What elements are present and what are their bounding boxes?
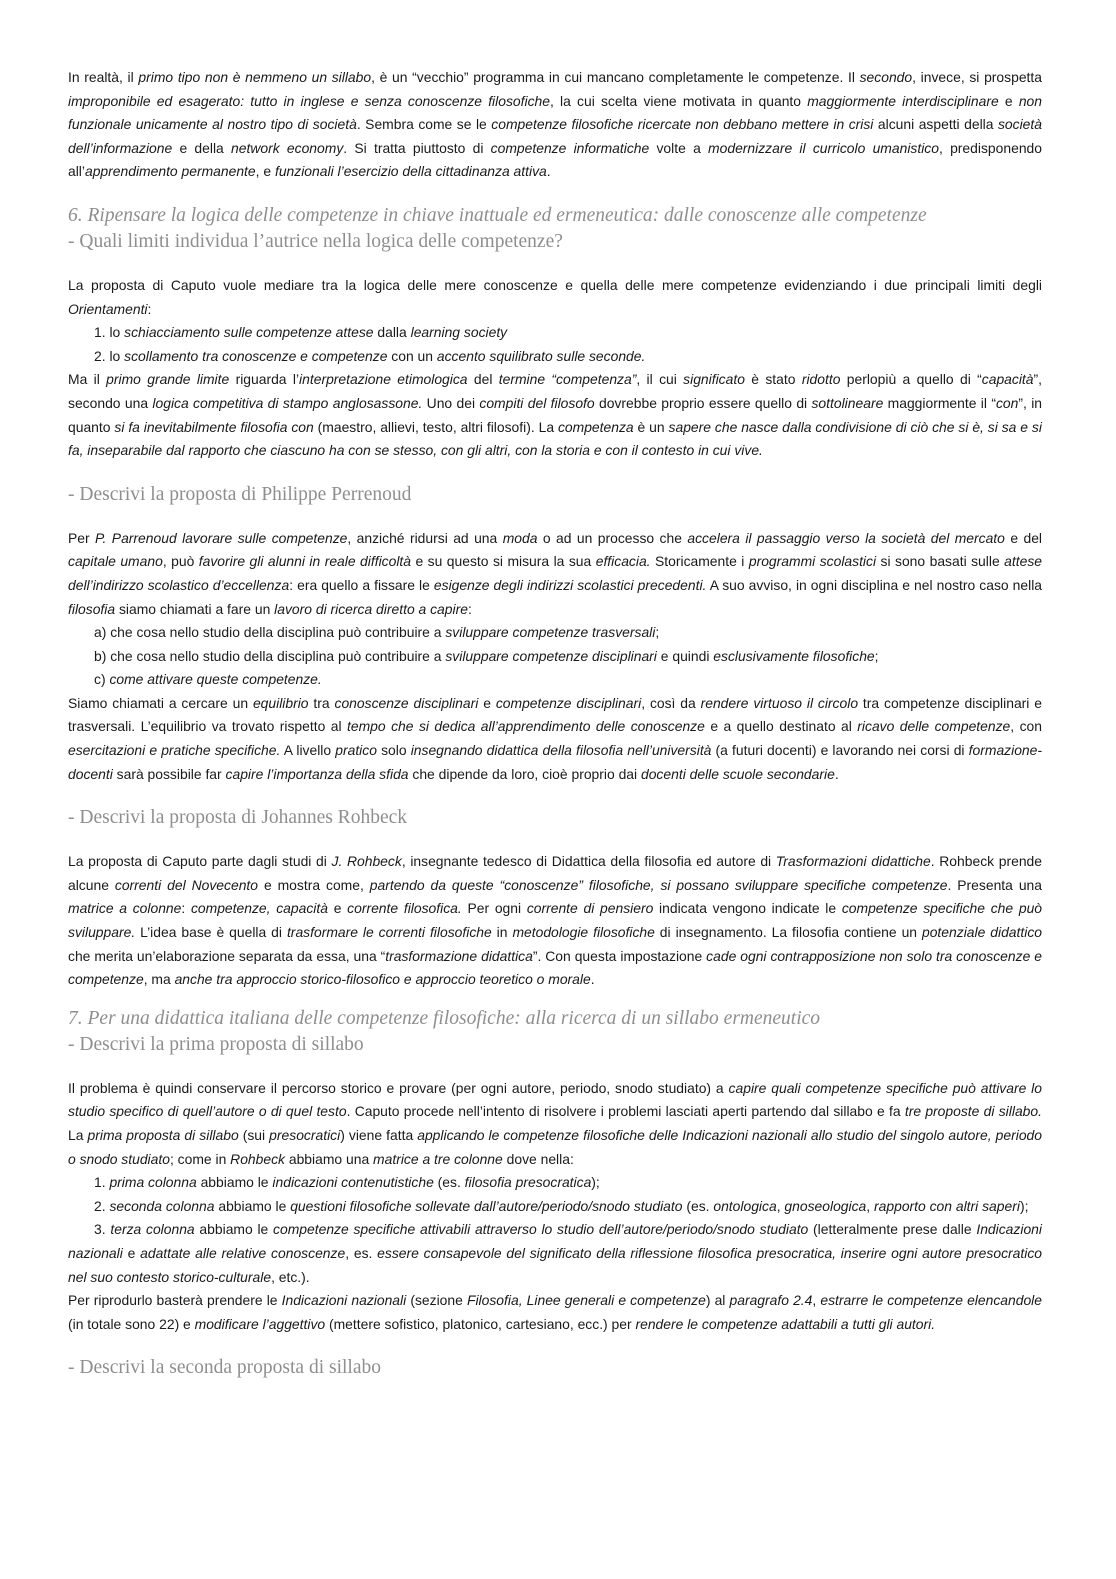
paragraph: La proposta di Caputo parte dagli studi di J. Rohbeck, insegnante tedesco di Didattica della filosofia ed autore di Trasformazioni didattiche. Rohbeck prende alcune correnti del Novecento e mostra come, partendo da queste “conoscenze” filosofiche, si possano sviluppare specifiche competenze. Presenta una matrice a colonne: competenze, capacità e corrente filosofica. Per ogni corrente di pensiero indicata vengono indicate le competenze specifiche che può sviluppare. L’idea base è quella di trasformare le correnti filosofiche in metodologie filosofiche di insegnamento. La filosofia contiene un potenziale didattico che merita un’elaborazione separata da essa, una “trasformazione didattica”. Con questa impostazione cade ogni contrapposizione non solo tra conoscenze e competenze, ma anche tra approccio storico-filosofico e approccio teoretico o morale. bbox=[68, 853, 1043, 988]
emphasis-text: programmi scolastici bbox=[748, 553, 877, 570]
emphasis-text: formazione-docenti bbox=[68, 742, 1042, 782]
emphasis-text: capitale umano bbox=[68, 553, 163, 570]
emphasis-text: termine “competenza” bbox=[498, 371, 637, 388]
emphasis-text: seconda colonna bbox=[109, 1197, 215, 1214]
emphasis-text: terza colonna bbox=[110, 1221, 195, 1238]
paragraph: Ma il primo grande limite riguarda l’interpretazione etimologica del termine “competenza”, il cui significato è stato ridotto perlopiù a quello di “capacità”, secondo una logica competitiva di stampo anglosassone. Uno dei compiti del filosofo dovrebbe proprio essere quello di sottolineare maggiormente il “con”, in quanto si fa inevitabilmente filosofia con (maestro, allievi, testo, altri filosofi). La competenza è un sapere che nasce dalla condivisione di ciò che si è, si sa e si fa, inseparabile dal rapporto che ciascuno ha con se stesso, con gli altri, con la storia e con il contesto in cui vive. bbox=[68, 371, 1043, 459]
emphasis-text: partendo da queste “conoscenze” filosofiche, si possano sviluppare specifiche competenze bbox=[369, 876, 948, 893]
emphasis-text: accento squilibrato sulle seconde. bbox=[436, 347, 646, 364]
emphasis-text: Orientamenti bbox=[68, 300, 148, 317]
emphasis-text: competenze informatiche bbox=[490, 139, 650, 156]
emphasis-text: scollamento tra conoscenze e competenze bbox=[124, 347, 388, 364]
emphasis-text: rendere le competenze adattabili a tutti gli autori. bbox=[635, 1315, 936, 1332]
emphasis-text: competenza bbox=[557, 418, 634, 435]
emphasis-text: potenziale didattico bbox=[921, 924, 1043, 941]
emphasis-text: adattate alle relative conoscenze bbox=[140, 1244, 346, 1261]
emphasis-text: filosofia presocratica bbox=[464, 1174, 592, 1191]
emphasis-text: capacità bbox=[981, 371, 1034, 388]
emphasis-text: matrice a tre colonne bbox=[373, 1150, 503, 1167]
paragraph: Per P. Parrenoud lavorare sulle competenze, anziché ridursi ad una moda o ad un processo che accelera il passaggio verso la società del mercato e del capitale umano, può favorire gli alunni in reale difficoltà e su questo si misura la sua efficacia. Storicamente i programmi scolastici si sono basati sulle attese dell’indirizzo scolastico d’eccellenza: era quello a fissare le esigenze degli indirizzi scolastici precedenti. A suo avviso, in ogni disciplina e nel nostro caso nella filosofia siamo chiamati a fare un lavoro di ricerca diretto a capire: bbox=[68, 529, 1043, 617]
emphasis-text: esclusivamente filosofiche bbox=[713, 647, 875, 664]
emphasis-text: tre proposte di sillabo. bbox=[904, 1103, 1042, 1120]
list-item: 2. seconda colonna abbiamo le questioni filosofiche sollevate dall’autore/periodo/snodo studiato (es. ontologica, gnoseologica, rapporto con altri saperi); bbox=[94, 1197, 1029, 1214]
paragraph: Il problema è quindi conservare il percorso storico e provare (per ogni autore, periodo, snodo studiato) a capire quali competenze specifiche può attivare lo studio specifico di quell’autore o di quel testo. Caputo procede nell’intento di risolvere i problemi lasciati aperti partendo dal sillabo e fa tre proposte di sillabo. La prima proposta di sillabo (sui presocratici) viene fatta applicando le competenze filosofiche delle Indicazioni nazionali allo studio del singolo autore, periodo o snodo studiato; come in Rohbeck abbiamo una matrice a tre colonne dove nella: bbox=[68, 1079, 1042, 1167]
emphasis-text: rendere virtuoso il circolo bbox=[700, 694, 859, 711]
emphasis-text: learning society bbox=[410, 324, 508, 341]
emphasis-text: competenze filosofiche ricercate non debbano mettere in crisi bbox=[491, 116, 874, 133]
emphasis-text: compiti del filosofo bbox=[479, 394, 595, 411]
paragraph: In realtà, il primo tipo non è nemmeno un sillabo, è un “vecchio” programma in cui mancano completamente le competenze. Il secondo, invece, si prospetta improponibile ed esagerato: tutto in inglese e senza conoscenze filosofiche, la cui scelta viene motivata in quanto maggiormente interdisciplinare e non funzionale unicamente al nostro tipo di società. Sembra come se le competenze filosofiche ricercate non debbano mettere in crisi alcuni aspetti della società dell’informazione e della network economy. Si tratta piuttosto di competenze informatiche volte a modernizzare il curricolo umanistico, predisponendo all’apprendimento permanente, e funzionali l’esercizio della cittadinanza attiva. bbox=[68, 69, 1042, 180]
emphasis-text: trasformare le correnti filosofiche bbox=[286, 924, 492, 941]
document-page bbox=[68, 66, 1042, 1381]
list-item: 1. prima colonna abbiamo le indicazioni contenutistiche (es. filosofia presocratica); bbox=[94, 1174, 600, 1191]
emphasis-text: Filosofia, Linee generali e competenze bbox=[466, 1292, 706, 1309]
emphasis-text: moda bbox=[502, 529, 538, 546]
emphasis-text: estrarre le competenze elencandole bbox=[820, 1292, 1042, 1309]
emphasis-text: cade ogni contrapposizione non solo tra conoscenze e competenze bbox=[68, 947, 1042, 988]
paragraph: La proposta di Caputo vuole mediare tra la logica delle mere conoscenze e quella delle mere competenze evidenziando i due principali limiti degli Orientamenti: bbox=[68, 276, 1042, 317]
section-heading-6: 6. Ripensare la logica delle competenze in chiave inattuale ed ermeneutica: dalle conoscenze alle competenze bbox=[68, 204, 927, 226]
emphasis-text: J. Rohbeck bbox=[331, 853, 402, 870]
emphasis-text: logica competitiva di stampo anglosassone. bbox=[152, 394, 423, 411]
emphasis-text: ontologica bbox=[713, 1197, 777, 1214]
list-item: 1. lo schiacciamento sulle competenze attese dalla learning society bbox=[94, 324, 508, 341]
emphasis-text: equilibrio bbox=[252, 694, 309, 711]
emphasis-text: con bbox=[995, 394, 1019, 411]
emphasis-text: secondo bbox=[859, 69, 913, 85]
emphasis-text: si fa inevitabilmente filosofia con bbox=[114, 418, 314, 435]
emphasis-text: competenze specifiche attivabili attraverso lo studio dell’autore/periodo/snodo studiato bbox=[273, 1221, 809, 1238]
emphasis-text: competenze specifiche che può sviluppare. bbox=[68, 900, 1043, 941]
emphasis-text: schiacciamento sulle competenze attese bbox=[124, 324, 374, 341]
question-heading: - Descrivi la proposta di Johannes Rohbeck bbox=[68, 807, 408, 829]
emphasis-text: trasformazione didattica bbox=[385, 947, 533, 964]
list-item: a) che cosa nello studio della disciplina può contribuire a sviluppare competenze trasversali; bbox=[94, 624, 660, 641]
emphasis-text: lavoro di ricerca diretto a capire bbox=[274, 600, 468, 617]
emphasis-text: questioni filosofiche sollevate dall’autore/periodo/snodo studiato bbox=[290, 1197, 683, 1214]
emphasis-text: tempo che si dedica all’apprendimento delle conoscenze bbox=[347, 718, 705, 735]
list-item: b) che cosa nello studio della disciplina può contribuire a sviluppare competenze disciplinari e quindi esclusivamente filosofiche; bbox=[94, 647, 879, 664]
list-item: 3. terza colonna abbiamo le competenze specifiche attivabili attraverso lo studio dell’autore/periodo/snodo studiato (letteralmente prese dalle Indicazioni nazionali e adattate alle relative conoscenze, es. essere consapevole del significato della riflessione filosofica presocratica, inserire ogni autore presocratico nel suo contesto storico-culturale, etc.). bbox=[68, 1221, 1042, 1285]
emphasis-text: correnti del Novecento bbox=[114, 876, 259, 893]
emphasis-text: significato bbox=[683, 371, 745, 388]
emphasis-text: indicazioni contenutistiche bbox=[272, 1174, 434, 1191]
emphasis-text: Indicazioni nazionali bbox=[281, 1292, 407, 1309]
question-heading: - Descrivi la prima proposta di sillabo bbox=[68, 1033, 364, 1055]
emphasis-text: come attivare queste competenze. bbox=[109, 671, 322, 688]
emphasis-text: anche tra approccio storico-filosofico e approccio teoretico o morale bbox=[174, 971, 591, 988]
emphasis-text: sviluppare competenze trasversali bbox=[445, 624, 656, 641]
emphasis-text: esercitazioni e pratiche specifiche. bbox=[68, 742, 281, 759]
emphasis-text: sottolineare bbox=[811, 394, 884, 411]
emphasis-text: matrice a colonne bbox=[68, 900, 182, 917]
emphasis-text: network economy bbox=[231, 139, 344, 156]
emphasis-text: Rohbeck bbox=[230, 1150, 285, 1167]
emphasis-text: non funzionale unicamente al nostro tipo di società bbox=[68, 92, 1042, 133]
emphasis-text: conoscenze disciplinari bbox=[334, 694, 479, 711]
question-heading: - Descrivi la seconda proposta di sillabo bbox=[68, 1357, 381, 1379]
emphasis-text: ricavo delle competenze bbox=[857, 718, 1011, 735]
emphasis-text: gnoseologica bbox=[784, 1197, 867, 1214]
emphasis-text: prima colonna bbox=[109, 1174, 197, 1191]
list-item: 2. lo scollamento tra conoscenze e competenze con un accento squilibrato sulle seconde. bbox=[94, 347, 646, 364]
emphasis-text: P. Parrenoud lavorare sulle competenze bbox=[95, 529, 348, 546]
question-heading: - Descrivi la proposta di Philippe Perrenoud bbox=[68, 483, 412, 505]
emphasis-text: apprendimento permanente bbox=[84, 163, 256, 180]
emphasis-text: corrente filosofica. bbox=[347, 900, 462, 917]
emphasis-text: paragrafo 2.4 bbox=[729, 1292, 813, 1309]
emphasis-text: attese dell’indirizzo scolastico d’eccellenza bbox=[68, 553, 1042, 593]
emphasis-text: maggiormente interdisciplinare bbox=[807, 92, 999, 109]
emphasis-text: accelera il passaggio verso la società del mercato bbox=[687, 529, 1005, 546]
emphasis-text: capire quali competenze specifiche può attivare lo studio specifico di quell’autore o di quel testo bbox=[68, 1079, 1042, 1120]
emphasis-text: efficacia. bbox=[595, 553, 651, 570]
emphasis-text: docenti delle scuole secondarie bbox=[640, 765, 835, 782]
emphasis-text: modernizzare il curricolo umanistico bbox=[708, 139, 939, 156]
emphasis-text: Indicazioni nazionali bbox=[68, 1221, 1042, 1261]
question-heading: - Quali limiti individua l’autrice nella logica delle competenze? bbox=[68, 230, 563, 252]
emphasis-text: modificare l’aggettivo bbox=[194, 1315, 326, 1332]
emphasis-text: ridotto bbox=[801, 371, 841, 388]
emphasis-text: metodologie filosofiche bbox=[512, 924, 655, 941]
emphasis-text: prima proposta di sillabo bbox=[87, 1127, 239, 1143]
emphasis-text: società dell’informazione bbox=[68, 116, 1042, 156]
emphasis-text: applicando le competenze filosofiche delle Indicazioni nazionali allo studio del singolo autore, periodo o snodo studiato bbox=[68, 1127, 1042, 1167]
emphasis-text: favorire gli alunni in reale difficoltà bbox=[198, 553, 412, 570]
emphasis-text: funzionali l’esercizio della cittadinanza attiva bbox=[274, 163, 547, 180]
emphasis-text: essere consapevole del significato della riflessione filosofica presocratica, inserire ogni autore presocratico nel suo contesto storico-culturale bbox=[68, 1244, 1042, 1285]
emphasis-text: presocratici bbox=[269, 1127, 341, 1143]
emphasis-text: interpretazione etimologica bbox=[299, 371, 468, 388]
emphasis-text: insegnando didattica della filosofia nell’università bbox=[410, 742, 712, 759]
list-item: c) come attivare queste competenze. bbox=[94, 671, 322, 688]
emphasis-text: improponibile ed esagerato: tutto in inglese e senza conoscenze filosofiche bbox=[68, 92, 550, 109]
section-heading-7: 7. Per una didattica italiana delle competenze filosofiche: alla ricerca di un sillabo ermeneutico bbox=[68, 1007, 821, 1029]
emphasis-text: pratico bbox=[335, 742, 377, 759]
paragraph: Siamo chiamati a cercare un equilibrio tra conoscenze disciplinari e competenze disciplinari, così da rendere virtuoso il circolo tra competenze disciplinari e trasversali. L’equilibrio va trovato rispetto al tempo che si dedica all’apprendimento delle conoscenze e a quello destinato al ricavo delle competenze, con esercitazioni e pratiche specifiche. A livello pratico solo insegnando didattica della filosofia nell’università (a futuri docenti) e lavorando nei corsi di formazione-docenti sarà possibile far capire l’importanza della sfida che dipende da loro, cioè proprio dai docenti delle scuole secondarie. bbox=[68, 694, 1042, 782]
emphasis-text: filosofia bbox=[68, 600, 116, 617]
emphasis-text: capire l’importanza della sfida bbox=[225, 765, 409, 782]
emphasis-text: sviluppare competenze disciplinari bbox=[445, 647, 657, 664]
emphasis-text: competenze, capacità bbox=[190, 900, 328, 917]
emphasis-text: esigenze degli indirizzi scolastici precedenti. bbox=[433, 576, 707, 593]
emphasis-text: sapere che nasce dalla condivisione di ciò che si è, si sa e si fa, inseparabile dal rapporto che ciascuno ha con se stesso, con gli altri, con la storia e con il contesto in cui vive. bbox=[68, 418, 1042, 459]
emphasis-text: primo grande limite bbox=[106, 371, 230, 388]
emphasis-text: primo tipo non è nemmeno un sillabo bbox=[138, 69, 372, 85]
emphasis-text: Trasformazioni didattiche bbox=[775, 853, 931, 870]
paragraph: Per riprodurlo basterà prendere le Indicazioni nazionali (sezione Filosofia, Linee generali e competenze) al paragrafo 2.4, estrarre le competenze elencandole (in totale sono 22) e modificare l’aggettivo (mettere sofistico, platonico, cartesiano, ecc.) per rendere le competenze adattabili a tutti gli autori. bbox=[68, 1292, 1042, 1332]
emphasis-text: competenze disciplinari bbox=[495, 694, 642, 711]
emphasis-text: rapporto con altri saperi bbox=[874, 1197, 1020, 1214]
emphasis-text: corrente di pensiero bbox=[526, 900, 654, 917]
